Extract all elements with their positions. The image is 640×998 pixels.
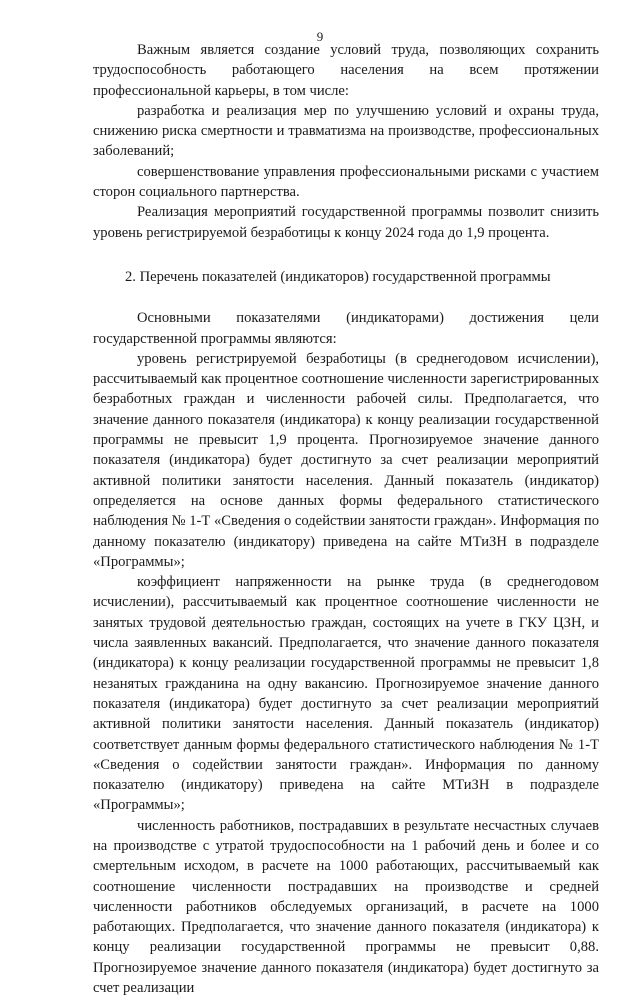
- paragraph-indicator-injuries: численность работников, пострадавших в результате несчастных случаев на производстве с утратой трудоспособности на 1 рабочий день и более и со смертельным исходом, в расчете на 1000 работающих, рассчитываемый как соотношение численности пострадавших на производстве и средней численности работников обследуемых организаций, в расчете на 1000 работающих. Предполагается, что значение данного показателя (индикатора) к концу реализации государственной программы не превысит 0,88. Прогнозируемое значение данного показателя (индикатора) будет достигнуто за счет реализации: [93, 817, 599, 997]
- section-heading: 2. Перечень показателей (индикаторов) государственной программы: [125, 268, 551, 285]
- paragraph-indicator-tension: коэффициент напряженности на рынке труда (в среднегодовом исчислении), рассчитываемый как процентное соотношение численности не занятых трудовой деятельностью граждан, состоящих на учете в ГКУ ЦЗН, и числа заявленных вакансий. Предполагается, что значение данного показателя (индикатора) к концу реализации государственной программы не превысит 1,8 незанятых гражданина на одну вакансию. Прогнозируемое значение данного показателя (индикатора) будет достигнуто за счет реализации мероприятий активной политики занятости населения. Данный показатель (индикатор) соответствует данным формы федерального статистического наблюдения № 1-Т «Сведения о содействии занятости граждан». Информация по данному показателю (индикатору) приведена на сайте МТиЗН в подразделе «Программы»;: [93, 574, 599, 814]
- paragraph-list-item: разработка и реализация мер по улучшению условий и охраны труда, снижению риска смертности и травматизма на производстве, профессиональных заболеваний;: [93, 102, 599, 160]
- paragraph-indicators-intro: Основными показателями (индикаторами) достижения цели государственной программы являются:: [93, 310, 599, 347]
- page-number: 9: [316, 29, 324, 44]
- paragraph-indicator-unemployment: уровень регистрируемой безработицы (в среднегодовом исчислении), рассчитываемый как процентное соотношение численности зарегистрированных безработных граждан и численности рабочей силы. Предполагается, что значение данного показателя (индикатора) к концу реализации государственной программы не превысит 1,9 процента. Прогнозируемое значение данного показателя (индикатора) будет достигнуто за счет реализации мероприятий активной политики занятости населения. Данный показатель (индикатор) определяется на основе данных формы федерального статистического наблюдения № 1-Т «Сведения о содействии занятости граждан». Информация по данному показателю (индикатору) приведена на сайте МТиЗН в подразделе «Программы»;: [93, 350, 599, 570]
- paragraph-intro: Важным является создание условий труда, позволяющих сохранить трудоспособность работающего населения на всем протяжении профессиональной карьеры, в том числе:: [93, 42, 599, 99]
- paragraph-list-item: совершенствование управления профессиональными рисками с участием сторон социального партнерства.: [93, 163, 599, 201]
- document-body: [93, 40, 599, 998]
- paragraph-conclusion: Реализация мероприятий государственной программы позволит снизить уровень регистрируемой безработицы к концу 2024 года до 1,9 процента.: [93, 204, 599, 241]
